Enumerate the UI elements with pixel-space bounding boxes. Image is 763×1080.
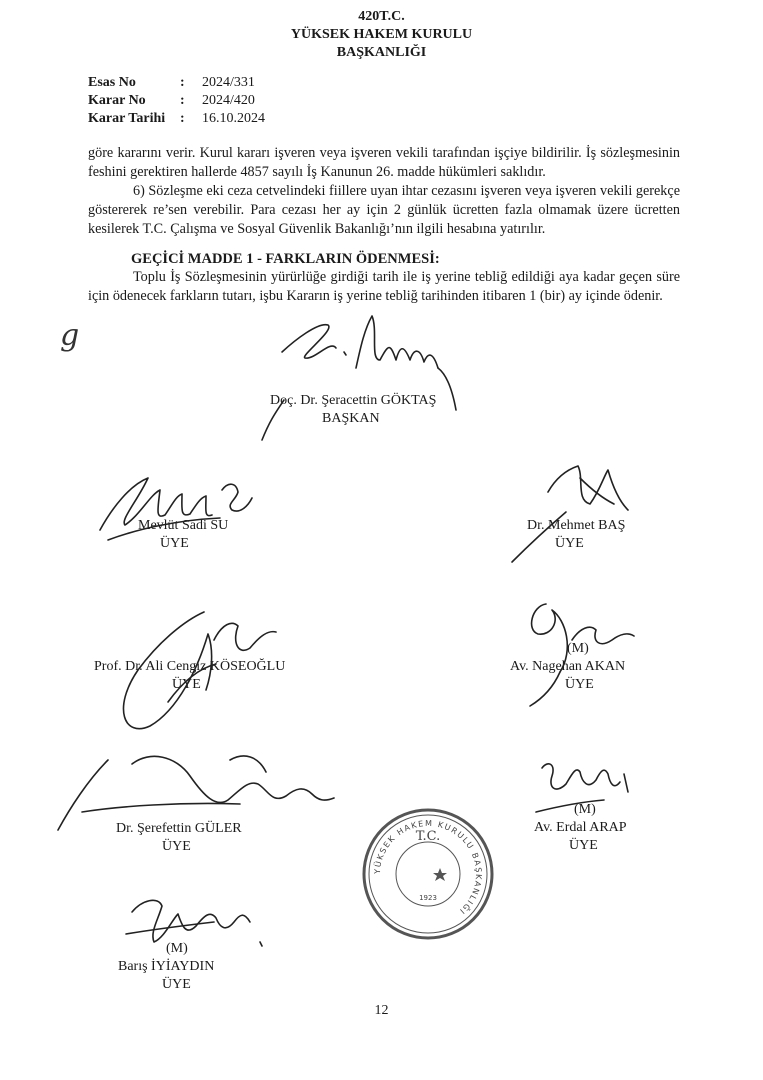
member-mark-akan: (M) (567, 641, 589, 656)
meta-sep: : (180, 75, 185, 90)
meta-value: 2024/331 (202, 75, 255, 90)
meta-label: Karar Tarihi (88, 111, 166, 126)
member-role-iyiaydin: ÜYE (162, 977, 191, 992)
initial-mark: g (60, 318, 80, 353)
signature-guler (58, 756, 334, 830)
header-line-2: YÜKSEK HAKEM KURULU (290, 27, 473, 42)
member-name-bas: Dr. Mehmet BAŞ (527, 518, 626, 533)
paragraph-2: 6) Sözleşme eki ceza cetvelindeki fiillere uyan ihtar cezasını işveren veya işveren vekili gerekçe göstererek re’sen verebilir. Para cezası her ay için 2 günlük ücretten fazla olmamak üzere ücretten kesilerek T.C. Çalışma ve Sosyal Güvenlik Bakanlığı’nın ilgili hesabına yatırılır. (88, 183, 680, 237)
paragraph-1: göre kararını verir. Kurul kararı işveren veya işveren vekili tarafından işçiye bildirilir. İş sözleşmesinin feshini gerektiren hallerde 4857 sayılı İş Kanunun 26. madde hükümleri saklıdır. (88, 145, 680, 180)
meta-value: 2024/420 (202, 93, 255, 108)
member-name-arap: Av. Erdal ARAP (534, 820, 627, 835)
star-icon (433, 868, 447, 881)
member-role-akan: ÜYE (565, 677, 594, 692)
seal-center-text: T.C. (415, 829, 441, 844)
header-line-1: 420T.C. (358, 9, 405, 24)
member-role-bas: ÜYE (555, 536, 584, 551)
meta-label: Esas No (88, 75, 136, 90)
page-number: 12 (374, 1003, 389, 1018)
meta-value: 16.10.2024 (202, 111, 265, 126)
member-mark-iyiaydin: (M) (166, 941, 188, 956)
member-name-koseoglu: Prof. Dr. Ali Cengiz KÖSEOĞLU (94, 659, 286, 674)
official-seal (360, 806, 496, 942)
president-name: Doç. Dr. Şeracettin GÖKTAŞ (270, 393, 437, 408)
meta-sep: : (180, 111, 185, 126)
seal-year: 1923 (419, 894, 437, 902)
meta-label: Karar No (88, 93, 146, 108)
header-line-3: BAŞKANLIĞI (336, 45, 427, 60)
member-role-arap: ÜYE (569, 838, 598, 853)
member-mark-arap: (M) (574, 802, 596, 817)
seal-graphic (360, 806, 496, 942)
signature-iyiaydin (126, 900, 262, 946)
member-role-guler: ÜYE (162, 839, 191, 854)
meta-sep: : (180, 93, 185, 108)
meta-karar-no (88, 92, 255, 110)
member-name-iyiaydin: Barış İYİAYDIN (118, 959, 215, 974)
member-name-guler: Dr. Şerefettin GÜLER (116, 821, 242, 836)
paragraph-3: Toplu İş Sözleşmesinin yürürlüğe girdiği tarih ile iş yerine tebliğ edildiği aya kadar geçen süre için ödenecek farkların tutarı, işbu Kararın iş yerine tebliğ tarihinden itibaren 1 (bir) ay içinde ödenir. (88, 269, 680, 304)
member-name-su: Mevlüt Sadi SU (138, 518, 229, 533)
member-role-koseoglu: ÜYE (172, 677, 201, 692)
president-role: BAŞKAN (322, 411, 380, 426)
meta-karar-tarihi (88, 110, 265, 128)
section-heading: GEÇİCİ MADDE 1 - FARKLARIN ÖDENMESİ: (131, 251, 440, 267)
seal-arc-text: YÜKSEK HAKEM KURULU BAŞKANLIĞI (372, 818, 484, 917)
member-name-akan: Av. Nagehan AKAN (510, 659, 626, 674)
member-role-su: ÜYE (160, 536, 189, 551)
meta-esas-no (88, 74, 255, 92)
crescent-icon (412, 858, 434, 889)
